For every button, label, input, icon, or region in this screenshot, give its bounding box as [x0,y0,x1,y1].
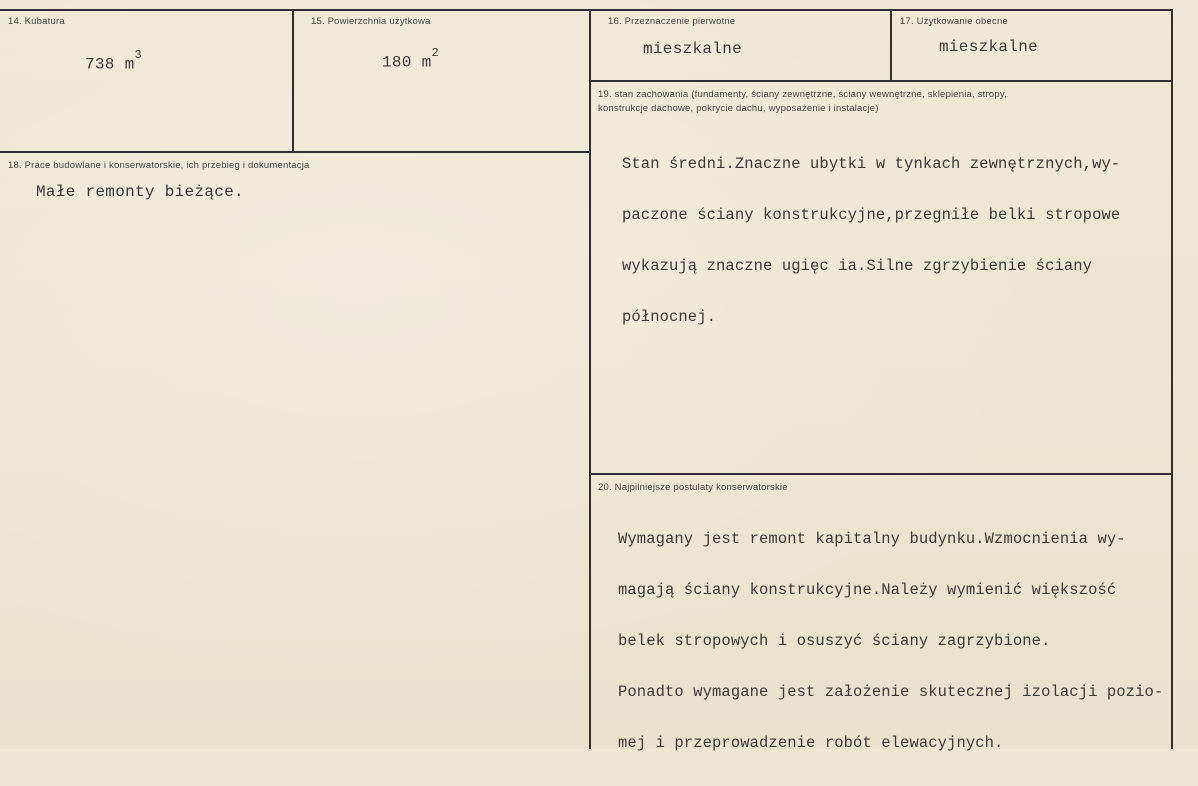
field-20-text [618,497,1163,786]
field-16-label: 16. Przeznaczenie pierwotne [608,16,736,27]
field-16-value: mieszkalne [643,40,743,58]
divider-left-right [589,9,591,749]
field-17-label: 17. Użytkowanie obecne [900,16,1008,27]
field-20-line: mej i przeprowadzenie robót elewacyjnych. [618,734,1004,752]
field-14-value [85,48,143,74]
field-15-value [382,46,440,72]
field-19-text [622,122,1120,360]
field-14-exponent: 3 [134,48,143,62]
right-border [1171,9,1173,749]
field-15-label: 15. Powierzchnia użytkowa [311,16,431,27]
field-20-line: Ponadto wymagane jest założenie skutecznej izolacji pozio- [618,683,1164,701]
field-19-line: paczone ściany konstrukcyjne,przegniłe belki stropowe [622,206,1121,224]
rule-below-14-15 [0,151,591,153]
field-19-line: Stan średni.Znaczne ubytki w tynkach zewnętrznych,wy- [622,155,1121,173]
field-14-number: 738 m [85,55,135,74]
field-20-line: magają ściany konstrukcyjne.Należy wymienić większość [618,581,1117,599]
field-15-exponent: 2 [431,46,440,60]
top-rule [0,9,1172,11]
divider-16-17 [890,9,892,82]
field-20-label: 20. Najpilniejsze postulaty konserwatorskie [598,482,788,493]
rule-below-19 [591,473,1173,475]
field-20-line: belek stropowych i osuszyć ściany zagrzybione. [618,632,1051,650]
field-17-value: mieszkalne [939,38,1039,56]
field-19-label-line-1: 19. stan zachowania (fundamenty, ściany zewnętrzne, ściany wewnętrzne, sklepienia, stropy, [598,89,1007,100]
field-14-label: 14. Kubatura [8,16,65,27]
field-20-line: Wymagany jest remont kapitalny budynku.Wzmocnienia wy- [618,530,1126,548]
field-19-label-line-2: konstrukcje dachowe, pokrycie dachu, wyposażenie i instalacje) [598,103,879,114]
field-18-value: Małe remonty bieżące. [36,183,244,201]
divider-14-15 [292,9,294,152]
field-15-number: 180 m [382,53,432,72]
field-19-line: północnej. [622,308,717,326]
rule-below-16-17 [591,80,1173,82]
field-18-label: 18. Prace budowlane i konserwatorskie, ich przebieg i dokumentacja [8,160,310,171]
field-19-line: wykazują znaczne ugięc ia.Silne zgrzybienie ściany [622,257,1093,275]
